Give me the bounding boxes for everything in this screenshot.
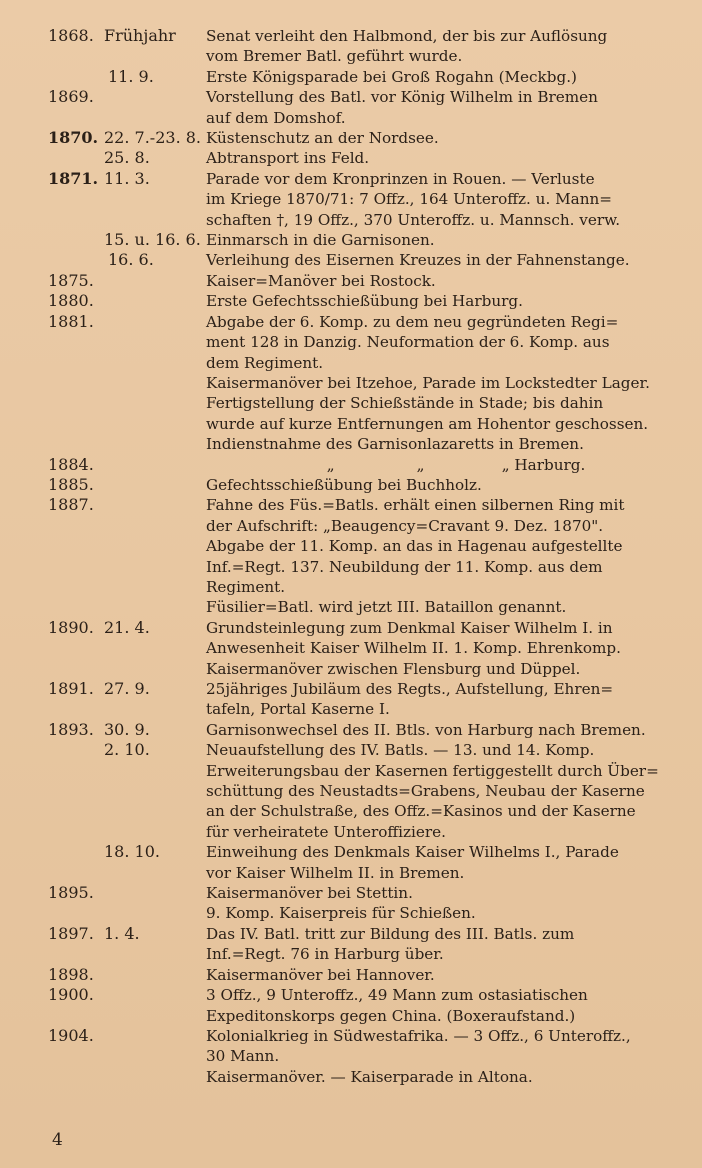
entry-text-line: Fertigstellung der Schießstände in Stade; bis dahin — [206, 394, 604, 413]
entry-date: 11. 9. — [108, 66, 154, 86]
entry-text-line: Kaiser=Manöver bei Rostock. — [206, 271, 436, 290]
entry-year: 1881. — [48, 311, 94, 331]
entry-date: 27. 9. — [104, 679, 150, 698]
entry-date: 1. 4. — [104, 923, 140, 943]
entry-year: 1880. — [48, 291, 94, 311]
entry-text-line: Abtransport ins Feld. — [206, 149, 370, 168]
entry-text-line: vor Kaiser Wilhelm II. in Bremen. — [206, 863, 465, 882]
entry-date: 22. 7.-23. 8. — [104, 128, 201, 148]
entry-date: 11. 3. — [104, 168, 150, 188]
entry-text-line: 25jähriges Jubiläum des Regts., Aufstellung, Ehren= — [206, 680, 614, 698]
chronicle-entry — [0, 720, 702, 740]
entry-text-line: tafeln, Portal Kaserne I. — [206, 700, 390, 719]
entry-text-line: Inf.=Regt. 137. Neubildung der 11. Komp. aus dem — [206, 557, 603, 576]
chronicle-entry — [0, 169, 702, 230]
entry-date: Frühjahr — [104, 26, 176, 45]
chronicle-entry — [0, 883, 702, 903]
entry-year: 1868. — [48, 26, 94, 45]
chronicle-entry — [0, 1067, 702, 1087]
chronicle-entry — [0, 659, 702, 679]
entry-text-line: Kaisermanöver bei Stettin. — [206, 884, 413, 903]
entry-text — [206, 373, 664, 393]
chronicle-entry — [0, 761, 702, 843]
entry-text-line: Kaisermanöver bei Itzehoe, Parade im Lockstedter Lager. — [206, 373, 650, 392]
entry-text — [206, 659, 664, 679]
chronicle-entry — [0, 495, 702, 536]
entry-text-line: Kolonialkrieg in Südwestafrika. — 3 Offz., 6 Unteroffz., — [206, 1026, 631, 1045]
entry-text-line: ment 128 in Danzig. Neuformation der 6. Komp. aus — [206, 333, 610, 352]
entry-text — [206, 434, 664, 454]
entry-date: 2. 10. — [104, 740, 150, 760]
entry-text-line: Erweiterungsbau der Kasernen fertiggestellt durch Über= — [206, 761, 659, 780]
chronicle-entry — [0, 128, 702, 148]
entry-text-line: 3 Offz., 9 Unteroffz., 49 Mann zum ostasiatischen — [206, 986, 588, 1005]
entry-year: 1890. — [48, 617, 94, 637]
entry-text — [206, 312, 664, 373]
entry-date: 21. 4. — [104, 617, 150, 637]
entry-text-line: Das IV. Batl. tritt zur Bildung des III. Batls. zum — [206, 924, 575, 943]
entry-text-line: im Kriege 1870/71: 7 Offz., 164 Unteroffz. u. Mann= — [206, 190, 612, 209]
entry-text — [206, 761, 664, 843]
entry-year: 1869. — [48, 87, 94, 107]
entry-text-line: 30 Mann. — [206, 1047, 280, 1066]
entry-text — [206, 740, 664, 760]
entry-text-line: Einmarsch in die Garnisonen. — [206, 231, 435, 250]
chronicle-entry — [0, 434, 702, 454]
entry-text — [206, 495, 664, 536]
entry-text — [206, 148, 664, 168]
entry-text — [206, 455, 664, 475]
entry-text-line: Gefechtsschießübung bei Buchholz. — [206, 475, 482, 494]
entry-text-line: Füsilier=Batl. wird jetzt III. Bataillon genannt. — [206, 598, 567, 617]
chronicle-entry — [0, 679, 702, 720]
entry-text — [206, 250, 664, 270]
entry-text-line: Kaisermanöver zwischen Flensburg und Düppel. — [206, 659, 581, 678]
entry-year: 1904. — [48, 1025, 94, 1045]
entry-text — [206, 536, 664, 597]
entry-text-line: schüttung des Neustadts=Grabens, Neubau der Kaserne — [206, 782, 645, 801]
entry-text — [206, 169, 664, 230]
entry-text-line: Indienstnahme des Garnisonlazaretts in Bremen. — [206, 435, 584, 454]
entry-text — [206, 230, 664, 250]
entry-date: 30. 9. — [104, 719, 150, 739]
chronicle-entry — [0, 903, 702, 923]
entry-year: 1871. — [48, 168, 99, 188]
entry-text-line: Anwesenheit Kaiser Wilhelm II. 1. Komp. Ehrenkomp. — [206, 639, 621, 658]
chronicle-entry — [0, 1026, 702, 1067]
entry-text-line: Garnisonwechsel des II. Btls. von Harburg nach Bremen. — [206, 720, 646, 739]
chronicle-entry — [0, 271, 702, 291]
chronicle-entry — [0, 965, 702, 985]
entry-text — [206, 475, 664, 495]
entry-text — [206, 271, 664, 291]
entry-text-line: Fahne des Füs.=Batls. erhält einen silbernen Ring mit — [206, 496, 625, 515]
entry-year: 1898. — [48, 964, 94, 984]
entry-text — [206, 87, 664, 128]
entry-text-line: Inf.=Regt. 76 in Harburg über. — [206, 945, 444, 964]
entry-text-line: Regiment. — [206, 577, 286, 596]
entry-text-line: 9. Komp. Kaiserpreis für Schießen. — [206, 904, 476, 923]
entry-text — [206, 393, 664, 434]
entry-year: 1891. — [48, 679, 94, 698]
entry-text-line: Abgabe der 11. Komp. an das in Hagenau aufgestellte — [206, 537, 623, 556]
chronicle-entry — [0, 924, 702, 965]
entry-text-line: Vorstellung des Batl. vor König Wilhelm in Bremen — [206, 88, 598, 107]
entry-year: 1893. — [48, 719, 94, 739]
chronicle-entry — [0, 597, 702, 617]
chronicle-entry — [0, 291, 702, 311]
entry-text-line: Erste Gefechtsschießübung bei Harburg. — [206, 292, 523, 311]
entry-text — [206, 883, 664, 903]
entry-text-line: Einweihung des Denkmals Kaiser Wilhelms I., Parade — [206, 843, 619, 862]
chronicle-entry — [0, 148, 702, 168]
entry-text-line: an der Schulstraße, des Offz.=Kasinos und der Kaserne — [206, 802, 636, 821]
entry-text-line: Küstenschutz an der Nordsee. — [206, 129, 439, 148]
chronicle-entry — [0, 985, 702, 1026]
chronicle-entry — [0, 842, 702, 883]
entry-text — [206, 924, 664, 965]
entry-text — [206, 67, 664, 87]
entry-year: 1875. — [48, 270, 94, 290]
chronicle-entry — [0, 740, 702, 760]
entry-year: 1885. — [48, 474, 94, 494]
chronicle-entry — [0, 536, 702, 597]
chronicle-entry — [0, 230, 702, 250]
chronicle-entry — [0, 373, 702, 393]
chronicle-entry — [0, 87, 702, 128]
entry-text-line: vom Bremer Batl. geführt wurde. — [206, 47, 463, 66]
entry-text — [206, 842, 664, 883]
chronicle-entry — [0, 455, 702, 475]
entry-year: 1900. — [48, 985, 94, 1005]
entry-year: 1884. — [48, 454, 94, 474]
entry-text-line: Expeditonskorps gegen China. (Boxeraufstand.) — [206, 1006, 576, 1025]
chronicle-entry — [0, 618, 702, 659]
entry-text-line: dem Regiment. — [206, 353, 324, 372]
entry-text-line: Abgabe der 6. Komp. zu dem neu gegründeten Regi= — [206, 312, 619, 331]
entry-text — [206, 985, 664, 1026]
entry-text — [206, 291, 664, 311]
page-number: 4 — [52, 1130, 63, 1150]
entry-text-line: Parade vor dem Kronprinzen in Rouen. — Verluste — [206, 169, 595, 188]
entry-text-line: Kaisermanöver bei Hannover. — [206, 965, 435, 984]
entry-text-line: „ „ „ Harburg. — [206, 455, 586, 474]
entry-date: 16. 6. — [108, 250, 154, 270]
entry-text — [206, 597, 664, 617]
chronicle-entry — [0, 393, 702, 434]
entry-text-line: Verleihung des Eisernen Kreuzes in der Fahnenstange. — [206, 251, 630, 270]
entry-year: 1887. — [48, 495, 94, 515]
entry-text-line: der Aufschrift: „Beaugency=Cravant 9. Dez. 1870". — [206, 516, 604, 535]
entry-text-line: wurde auf kurze Entfernungen am Hohentor geschossen. — [206, 414, 649, 433]
entry-text — [206, 903, 664, 923]
entry-date: 15. u. 16. 6. — [104, 230, 201, 250]
entry-year: 1895. — [48, 883, 94, 903]
entry-date: 25. 8. — [104, 148, 150, 168]
entry-text — [206, 720, 664, 740]
entry-text — [206, 128, 664, 148]
entry-year: 1870. — [48, 128, 99, 148]
entry-text-line: Senat verleiht den Halbmond, der bis zur Auflösung — [206, 27, 608, 45]
entry-text — [206, 26, 664, 67]
chronicle-entry — [0, 67, 702, 87]
entry-text — [206, 679, 664, 720]
entry-date: 18. 10. — [104, 842, 160, 862]
entry-text-line: Erste Königsparade bei Groß Rogahn (Meckbg.) — [206, 67, 577, 86]
entry-text — [206, 1067, 664, 1087]
entry-text-line: Kaisermanöver. — Kaiserparade in Altona. — [206, 1067, 533, 1086]
entry-text-line: für verheiratete Unteroffiziere. — [206, 822, 446, 841]
entry-text — [206, 1026, 664, 1067]
entry-text-line: auf dem Domshof. — [206, 108, 346, 127]
entry-text — [206, 965, 664, 985]
entry-text — [206, 618, 664, 659]
chronicle-entry — [0, 26, 702, 67]
chronicle-entry — [0, 250, 702, 270]
entry-text-line: Grundsteinlegung zum Denkmal Kaiser Wilhelm I. in — [206, 618, 613, 637]
entry-text-line: schaften †, 19 Offz., 370 Unteroffz. u. Mannsch. verw. — [206, 210, 621, 229]
entry-text-line: Neuaufstellung des IV. Batls. — 13. und 14. Komp. — [206, 741, 595, 760]
entry-year: 1897. — [48, 923, 94, 943]
chronicle-list — [0, 26, 702, 1087]
chronicle-entry — [0, 475, 702, 495]
chronicle-entry — [0, 312, 702, 373]
